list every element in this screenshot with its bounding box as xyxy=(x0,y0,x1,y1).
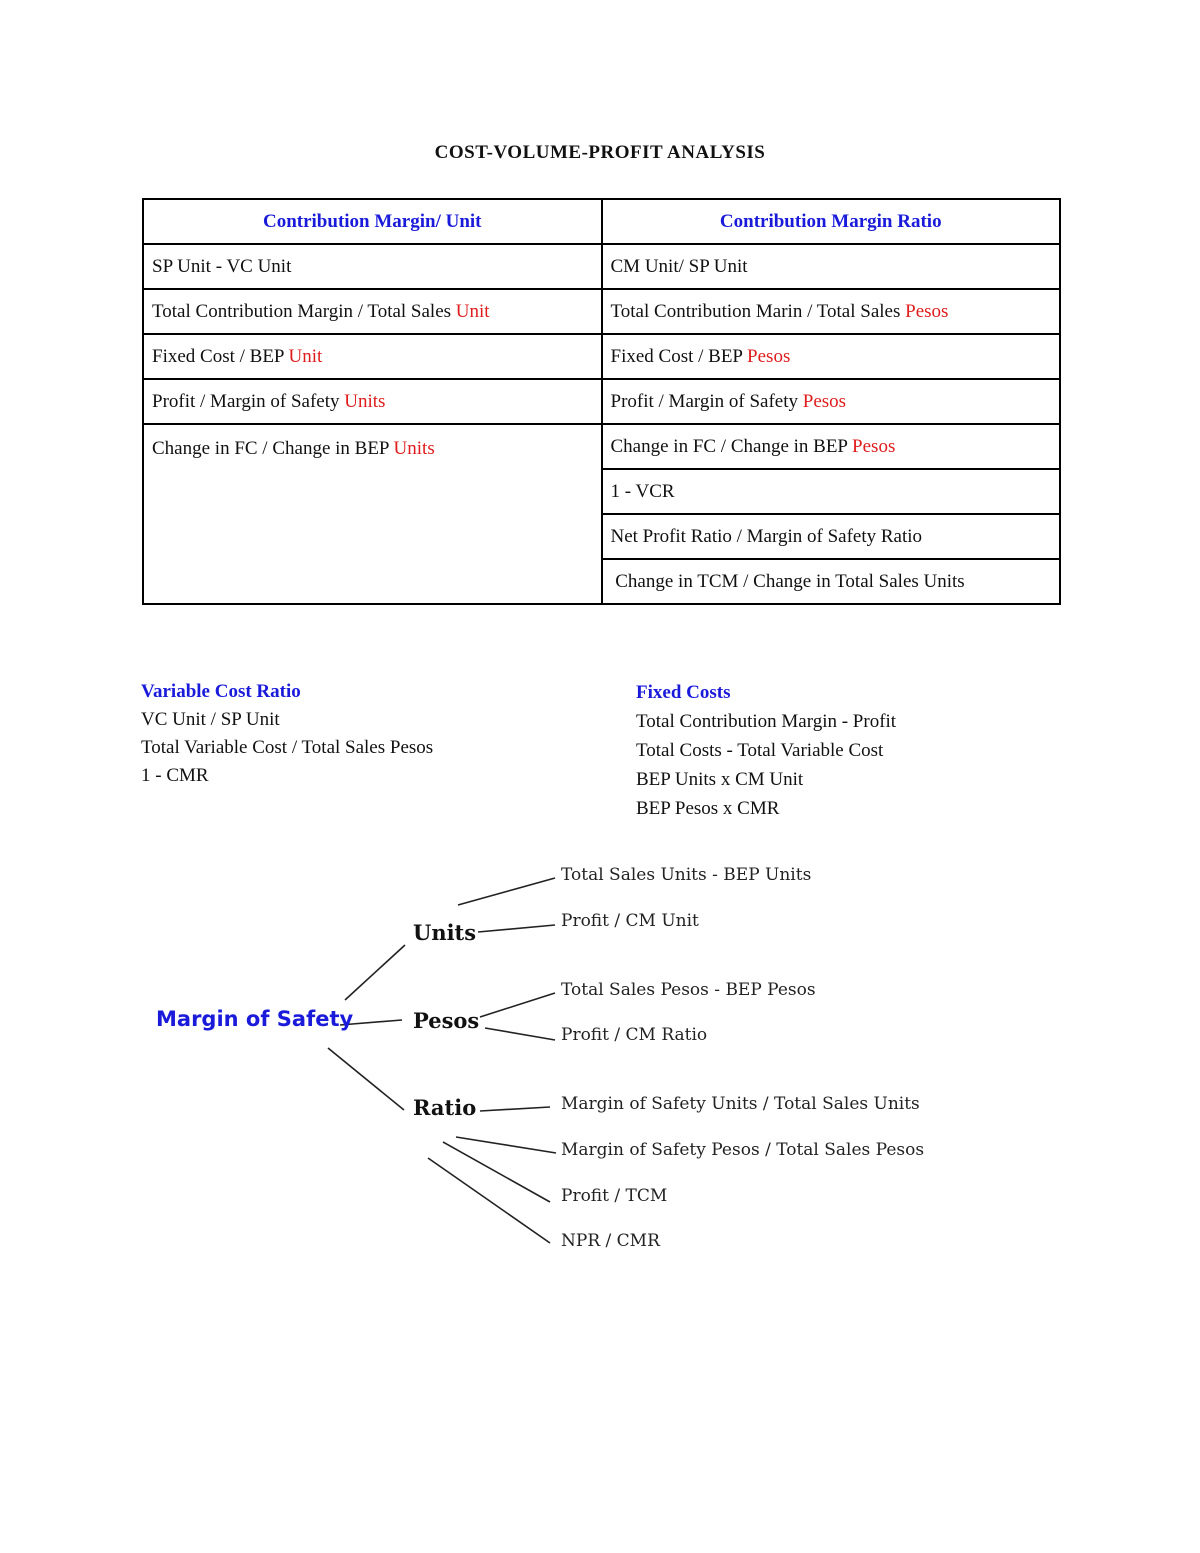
connector-line xyxy=(328,1048,404,1110)
tree-node-pesos: Pesos xyxy=(413,1008,480,1033)
tree-node-ratio: Ratio xyxy=(413,1095,477,1120)
tree-leaf: Margin of Safety Units / Total Sales Units xyxy=(561,1094,920,1114)
tree-root-margin-of-safety: Margin of Safety xyxy=(156,1007,354,1031)
connector-line xyxy=(485,1028,555,1040)
cm-ratio-formula: Change in FC / Change in BEP Pesos xyxy=(602,424,1061,469)
connector-line xyxy=(480,1107,550,1111)
connector-line xyxy=(428,1158,550,1243)
cm-unit-formula: Change in FC / Change in BEP Units xyxy=(143,424,602,604)
cm-unit-formula: Fixed Cost / BEP Unit xyxy=(143,334,602,379)
cm-ratio-formula: Total Contribution Marin / Total Sales Pesos xyxy=(602,289,1061,334)
tree-leaf: Total Sales Units - BEP Units xyxy=(561,865,812,885)
cm-ratio-formula: Net Profit Ratio / Margin of Safety Ratio xyxy=(602,514,1061,559)
list-item: BEP Pesos x CMR xyxy=(636,798,780,819)
tree-leaf: Total Sales Pesos - BEP Pesos xyxy=(561,980,816,1000)
cm-ratio-formula: Profit / Margin of Safety Pesos xyxy=(602,379,1061,424)
cm-unit-formula: Total Contribution Margin / Total Sales Unit xyxy=(143,289,602,334)
tree-leaf: Profit / TCM xyxy=(561,1186,668,1206)
cm-unit-formula: SP Unit - VC Unit xyxy=(143,244,602,289)
tree-leaf: NPR / CMR xyxy=(561,1231,660,1251)
fixed-costs-heading: Fixed Costs xyxy=(636,682,731,703)
connector-line xyxy=(478,925,555,932)
connector-line xyxy=(480,993,555,1017)
tree-leaf: Profit / CM Unit xyxy=(561,911,699,931)
connector-line xyxy=(443,1142,550,1202)
list-item: 1 - CMR xyxy=(141,765,209,786)
page-title: COST-VOLUME-PROFIT ANALYSIS xyxy=(434,142,766,163)
cm-ratio-formula: 1 - VCR xyxy=(602,469,1061,514)
connector-line xyxy=(345,945,405,1000)
variable-cost-ratio-heading: Variable Cost Ratio xyxy=(141,681,301,702)
list-item: Total Variable Cost / Total Sales Pesos xyxy=(141,737,434,758)
cm-ratio-formula: Change in TCM / Change in Total Sales Units xyxy=(602,559,1061,604)
cm-ratio-formula: Fixed Cost / BEP Pesos xyxy=(602,334,1061,379)
list-item: BEP Units x CM Unit xyxy=(636,769,804,790)
list-item: Total Costs - Total Variable Cost xyxy=(636,740,884,761)
list-item: VC Unit / SP Unit xyxy=(141,709,280,730)
list-item: Total Contribution Margin - Profit xyxy=(636,711,897,732)
header-cm-ratio: Contribution Margin Ratio xyxy=(602,199,1061,244)
header-cm-unit: Contribution Margin/ Unit xyxy=(143,199,602,244)
tree-leaf: Profit / CM Ratio xyxy=(561,1025,708,1045)
tree-leaf: Margin of Safety Pesos / Total Sales Pesos xyxy=(561,1140,925,1160)
connector-line xyxy=(456,1137,556,1153)
cm-ratio-formula: CM Unit/ SP Unit xyxy=(602,244,1061,289)
connector-line xyxy=(458,878,555,905)
cm-unit-formula: Profit / Margin of Safety Units xyxy=(143,379,602,424)
tree-node-units: Units xyxy=(413,920,477,945)
